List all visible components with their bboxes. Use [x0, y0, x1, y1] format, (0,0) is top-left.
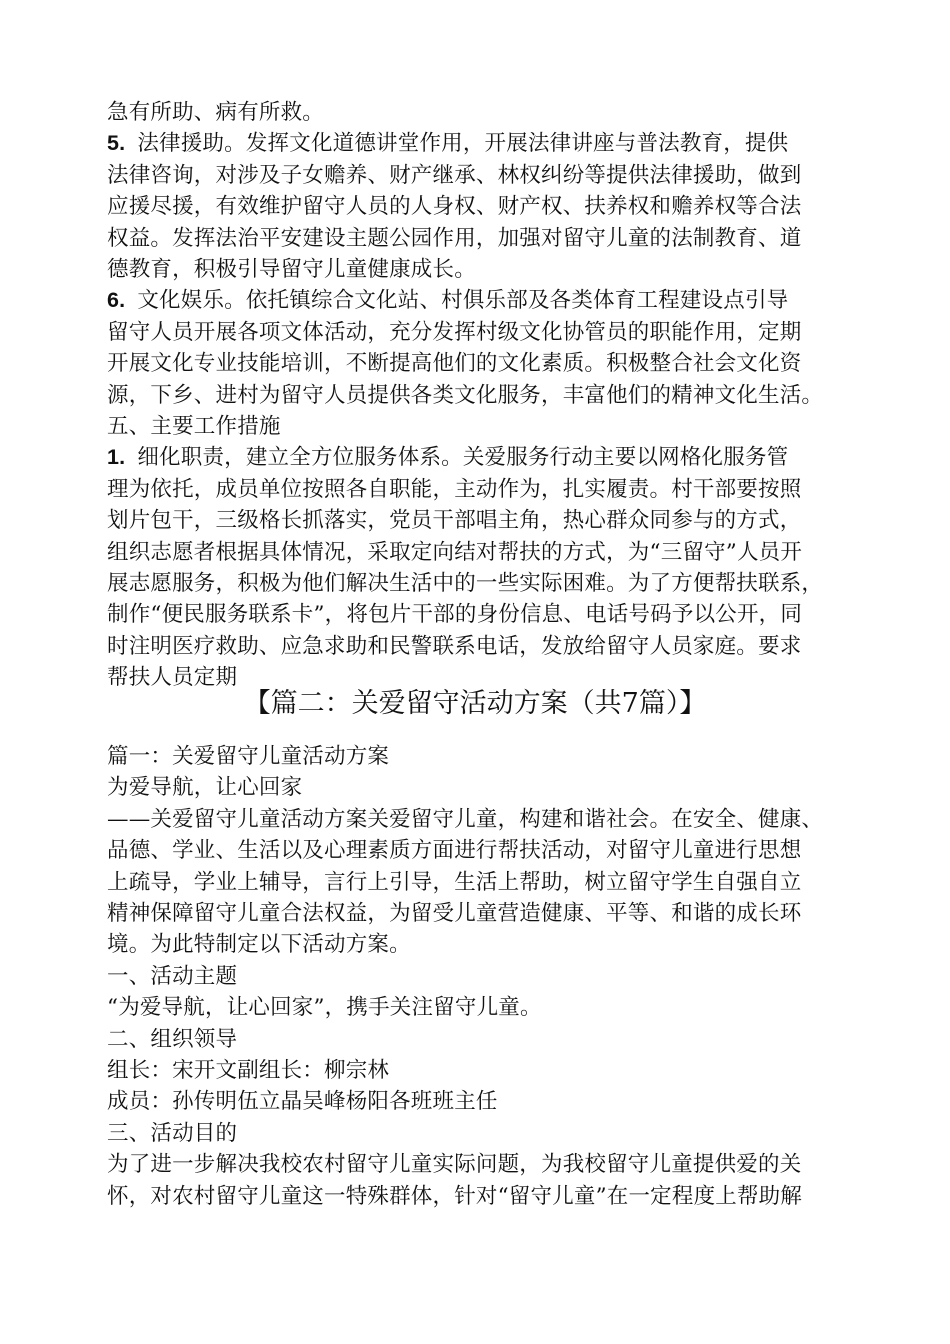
- text-line: [107, 599, 802, 630]
- text-line: [107, 285, 788, 316]
- line-text: 怀，对农村留守儿童这一特殊群体，针对“留守儿童”在一定程度上帮助解: [107, 1183, 803, 1209]
- text-line: [107, 97, 324, 128]
- text-line: [107, 348, 801, 379]
- line-text: 境。为此特制定以下活动方案。: [107, 932, 411, 958]
- text-line: [107, 1024, 237, 1055]
- text-line: [107, 160, 801, 191]
- text-line: [107, 772, 302, 803]
- text-line: [107, 804, 823, 835]
- item-number: 1.: [107, 445, 126, 470]
- line-text: 为了进一步解决我校农村留守儿童实际问题，为我校留守儿童提供爱的关: [107, 1152, 802, 1178]
- line-text: 一、活动主题: [107, 963, 238, 989]
- text-line: [107, 128, 788, 159]
- text-line: [107, 1181, 802, 1212]
- line-text: 开展文化专业技能培训，不断提高他们的文化素质。积极整合社会文化资: [107, 351, 802, 377]
- text-line: [107, 929, 411, 960]
- line-text: 文化娱乐。依托镇综合文化站、村俱乐部及各类体育工程建设点引导: [137, 288, 789, 314]
- text-line: [107, 442, 788, 473]
- text-line: [107, 1055, 389, 1086]
- line-text: 划片包干，三级格长抓落实，党员干部唱主角，热心群众同参与的方式，: [107, 508, 802, 534]
- text-line: [107, 1118, 237, 1149]
- text-line: [107, 568, 823, 599]
- text-line: [107, 223, 801, 254]
- line-text: 组织志愿者根据具体情况，采取定向结对帮扶的方式，为“三留守”人员开: [107, 539, 803, 565]
- line-text: 为爱导航，让心回家: [107, 775, 303, 801]
- line-text: 五、主要工作措施: [107, 414, 281, 439]
- line-text: 展志愿服务，积极为他们解决生活中的一些实际困难。为了方便帮扶联系，: [107, 571, 824, 596]
- line-text: “为爱导航，让心回家”，携手关注留守儿童。: [107, 995, 542, 1021]
- line-text: 篇一：关爱留守儿童活动方案: [107, 744, 390, 769]
- line-text: 理为依托，成员单位按照各自职能，主动作为，扎实履责。村干部要按照: [107, 476, 802, 502]
- text-line: [107, 254, 476, 285]
- line-text: 法律咨询，对涉及子女赡养、财产继承、林权纠纷等提供法律援助，做到: [107, 162, 802, 188]
- item-number: 5.: [107, 131, 126, 156]
- line-text: 时注明医疗救助、应急求助和民警联系电话，发放给留守人员家庭。要求: [107, 633, 802, 659]
- line-text: 上疏导，学业上辅导，言行上引导，生活上帮助，树立留守学生自强自立: [107, 869, 802, 895]
- text-line: [107, 992, 542, 1023]
- text-line: [107, 867, 801, 898]
- line-text: 组长：宋开文副组长：柳宗林: [107, 1058, 390, 1083]
- text-line: [107, 380, 823, 411]
- text-line: [107, 741, 389, 772]
- text-line: [107, 1149, 801, 1180]
- text-line: [107, 317, 801, 348]
- line-text: 法律援助。发挥文化道德讲堂作用，开展法律讲座与普法教育，提供: [137, 131, 789, 157]
- line-text: ——关爱留守儿童活动方案关爱留守儿童，构建和谐社会。在安全、健康、: [107, 806, 824, 832]
- line-text: 品德、学业、生活以及心理素质方面进行帮扶活动，对留守儿童进行思想: [107, 838, 802, 864]
- text-line: [107, 474, 801, 505]
- line-text: 成员：孙传明伍立晶吴峰杨阳各班班主任: [107, 1089, 498, 1115]
- line-text: 源，下乡、进村为留守人员提供各类文化服务，丰富他们的精神文化生活。: [107, 382, 824, 408]
- text-line: [107, 505, 801, 536]
- line-text: 留守人员开展各项文体活动，充分发挥村级文化协管员的职能作用，定期: [107, 319, 802, 345]
- line-text: 急有所助、病有所救。: [107, 100, 325, 125]
- line-text: 精神保障留守儿童合法权益，为留受儿童营造健康、平等、和谐的成长环: [107, 901, 802, 926]
- text-line: [107, 961, 237, 992]
- line-text: 细化职责，建立全方位服务体系。关爱服务行动主要以网格化服务管: [137, 445, 789, 471]
- line-text: 二、组织领导: [107, 1026, 238, 1052]
- section-heading: 【篇二：关爱留守活动方案（共7篇）】: [243, 688, 707, 719]
- text-line: [107, 191, 801, 222]
- line-text: 帮扶人员定期: [107, 665, 238, 691]
- line-text: 德教育，积极引导留守儿童健康成长。: [107, 257, 476, 282]
- text-line: [107, 898, 801, 929]
- text-line: [107, 631, 801, 662]
- line-text: 三、活动目的: [107, 1120, 238, 1146]
- text-line: [107, 411, 281, 442]
- item-number: 6.: [107, 288, 126, 313]
- text-line: [107, 1086, 498, 1117]
- line-text: 制作“便民服务联系卡”，将包片干部的身份信息、电话号码予以公开，同: [107, 602, 803, 628]
- line-text: 应援尽援，有效维护留守人员的人身权、财产权、扶养权和赡养权等合法: [107, 194, 802, 220]
- text-line: [107, 537, 802, 568]
- text-line: [107, 835, 801, 866]
- line-text: 权益。发挥法治平安建设主题公园作用，加强对留守儿童的法制教育、道: [107, 225, 802, 251]
